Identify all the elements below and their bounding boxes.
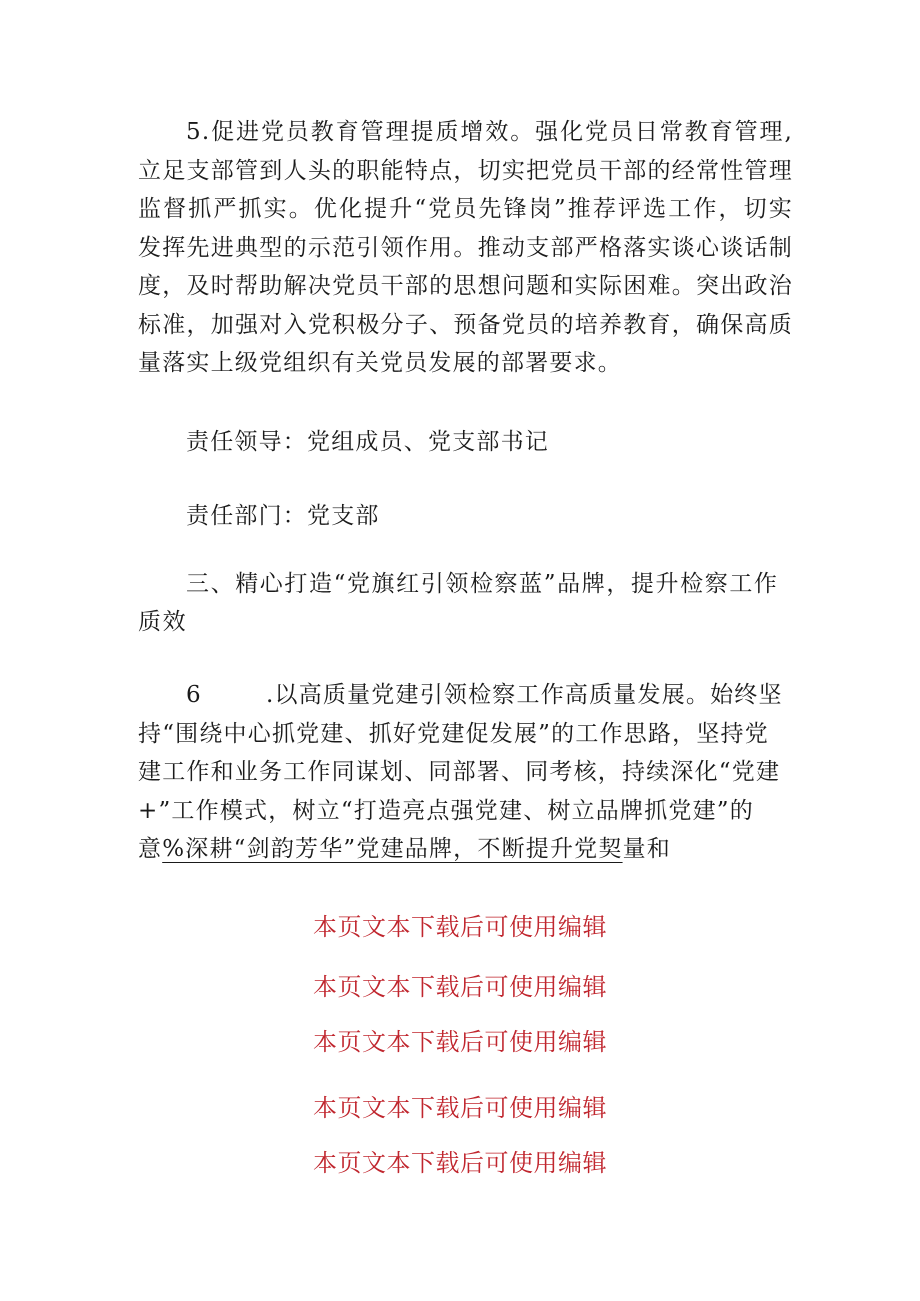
item-6-text-underlined: %深耕“剑韵芳华”党建品牌，不断提升党契 [162, 836, 623, 862]
item-6-text-main: .以高质量党建引领检察工作高质量发展。始终坚持“围绕中心抓党建、抓好党建促发展”的工作思路，坚持党建工作和业务工作同谋划、同部署、同考核，持续深化“党建+”工作模式，树立“打造亮点强党建、树立品牌抓党建”的意 [138, 682, 783, 862]
item-6-text-tail: 量和 [622, 836, 671, 862]
paragraph-item-5 [138, 113, 793, 383]
download-notice-1: 本页文本下载后可使用编辑 [313, 913, 607, 941]
responsible-department: 责任部门：党支部 [186, 503, 380, 529]
item-5-text: .促进党员教育管理提质增效。强化党员日常教育管理,立足支部管到人头的职能特点，切实把党员干部的经常性管理监督抓严抓实。优化提升“党员先锋岗”推荐评选工作，切实发挥先进典型的示范引领作用。推动支部严格落实谈心谈话制度，及时帮助解决党员干部的思想问题和实际困难。突出政治标准，加强对入党积极分子、预备党员的培养教育，确保高质量落实上级党组织有关党员发展的部署要求。 [138, 119, 793, 376]
responsible-leader: 责任领导：党组成员、党支部书记 [186, 429, 549, 455]
download-notice-5: 本页文本下载后可使用编辑 [313, 1149, 607, 1177]
section-3-heading-text: 三、精心打造“党旗红引领检察蓝”品牌，提升检察工作质效 [138, 571, 779, 635]
paragraph-item-6 [138, 676, 793, 869]
download-notice-4: 本页文本下载后可使用编辑 [313, 1094, 607, 1122]
item-6-number: 6 [186, 682, 202, 708]
download-notice-3: 本页文本下载后可使用编辑 [313, 1028, 607, 1056]
download-notice-2: 本页文本下载后可使用编辑 [313, 973, 607, 1001]
item-5-number: 5 [186, 119, 202, 145]
section-3-heading [138, 565, 793, 641]
